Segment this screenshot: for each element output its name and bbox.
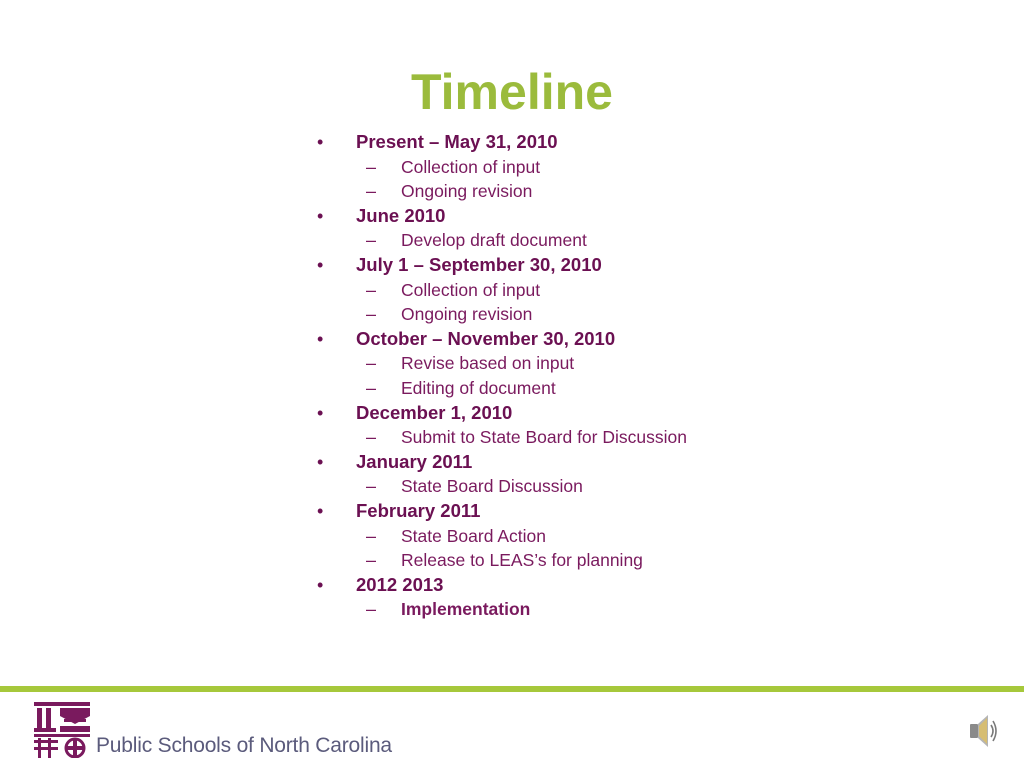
timeline-task-label: Implementation — [401, 599, 531, 620]
dash-marker: – — [366, 476, 377, 497]
timeline-task-label: Collection of input — [401, 156, 541, 177]
dash-marker: – — [366, 377, 377, 398]
bullet-marker: • — [317, 132, 324, 152]
dash-marker: – — [366, 304, 377, 325]
timeline-task-label: Submit to State Board for Discussion — [401, 427, 687, 448]
dash-marker: – — [366, 279, 377, 300]
dash-marker: – — [366, 427, 377, 448]
bullet-marker: • — [317, 574, 324, 595]
timeline-task-label: Collection of input — [401, 279, 541, 300]
timeline-task-label: Ongoing revision — [401, 181, 533, 202]
slide-title: Timeline — [411, 64, 613, 120]
organization-name: Public Schools of North Carolina — [96, 734, 392, 757]
dash-marker: – — [366, 230, 377, 251]
timeline-period-label: Present – May 31, 2010 — [356, 131, 558, 152]
bullet-marker: • — [317, 254, 324, 275]
timeline-period-label: October – November 30, 2010 — [356, 327, 616, 349]
dash-marker: – — [366, 525, 377, 546]
timeline-task-label: Editing of document — [401, 377, 556, 398]
dash-marker: – — [366, 156, 377, 177]
timeline-period-label: June 2010 — [356, 204, 446, 226]
footer-divider — [0, 686, 1024, 692]
timeline-period-label: July 1 – September 30, 2010 — [356, 253, 602, 275]
bullet-marker: • — [317, 500, 324, 521]
timeline-task-label: Release to LEAS’s for planning — [401, 550, 643, 571]
ncdpi-logo-icon — [34, 702, 90, 758]
timeline-task-label: State Board Discussion — [401, 476, 583, 497]
dash-marker: – — [366, 550, 377, 571]
speaker-body — [970, 724, 978, 738]
timeline-task-label: Revise based on input — [401, 353, 575, 374]
timeline-task-label: Ongoing revision — [401, 304, 533, 325]
bullet-marker: • — [317, 402, 324, 423]
timeline-task-label: Develop draft document — [401, 230, 587, 251]
dash-marker: – — [366, 181, 377, 202]
dash-marker: – — [366, 599, 377, 620]
bullet-marker: • — [317, 451, 324, 472]
timeline-period-label: 2012 2013 — [356, 573, 444, 595]
timeline-period-label: February 2011 — [356, 499, 481, 521]
speaker-icon[interactable] — [968, 712, 998, 750]
bullet-marker: • — [317, 205, 324, 226]
bullet-marker: • — [317, 328, 324, 349]
timeline-task-label: State Board Action — [401, 525, 546, 546]
sound-wave-inner — [991, 725, 993, 737]
dash-marker: – — [366, 353, 377, 374]
timeline-period-label: December 1, 2010 — [356, 401, 513, 423]
timeline-period-label: January 2011 — [356, 450, 473, 472]
